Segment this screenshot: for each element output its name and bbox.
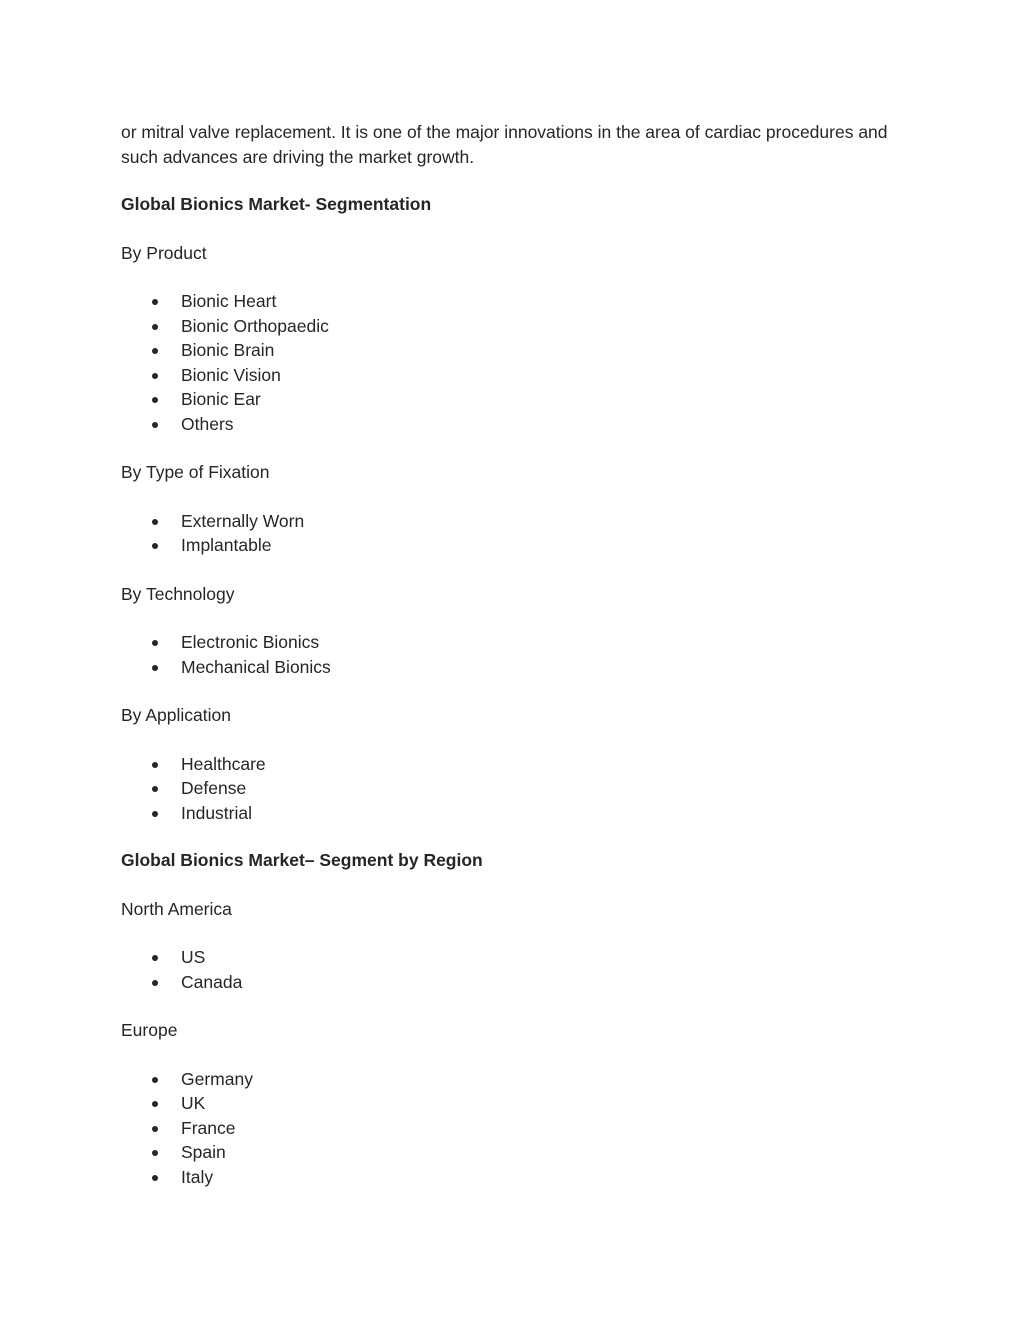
list-item-text: Mechanical Bionics [181,656,331,677]
list-item-text: Healthcare [181,753,266,774]
list-item [121,289,921,314]
by-fixation-list [121,509,921,558]
list-item [121,314,921,339]
list-item [121,363,921,388]
list-item [121,387,921,412]
bullet-icon [152,640,158,646]
list-item-text: Defense [181,778,247,798]
by-application-label: By Application [121,705,231,725]
intro-paragraph: or mitral valve replacement. It is one of the major innovations in the area of cardiac procedures and such advances are driving the market growth. [121,122,888,167]
bullet-icon [152,980,158,986]
bullet-icon [152,299,158,305]
by-fixation-label: By Type of Fixation [121,462,270,482]
bullet-icon [152,1126,158,1132]
bullet-icon [152,786,158,792]
list-item [121,970,921,995]
list-item [121,533,921,558]
list-item-text: Others [181,413,234,434]
list-item [121,1165,921,1190]
list-item [121,338,921,363]
bullet-icon [152,373,158,379]
list-item-text: Bionic Ear [181,389,261,409]
list-item-text: Italy [181,1166,214,1187]
bullet-icon [152,762,158,768]
list-item [121,776,921,801]
list-item-text: Bionic Orthopaedic [181,315,329,336]
north-america-list [121,945,921,994]
list-item [121,1116,921,1141]
list-item [121,412,921,437]
list-item [121,1091,921,1116]
by-technology-label: By Technology [121,583,235,604]
list-item [121,752,921,777]
by-product-list [121,289,921,436]
list-item-text: Bionic Vision [181,364,281,385]
list-item-text: France [181,1117,236,1138]
by-application-list [121,752,921,826]
bullet-icon [152,422,158,428]
north-america-label: North America [121,898,232,919]
region-heading: Global Bionics Market– Segment by Region [121,850,483,870]
list-item-text: UK [181,1093,206,1113]
list-item-text: Industrial [181,802,253,823]
europe-list [121,1067,921,1190]
segmentation-heading: Global Bionics Market- Segmentation [121,194,432,214]
bullet-icon [152,955,158,961]
bullet-icon [152,397,158,403]
bullet-icon [152,811,158,817]
bullet-icon [152,665,158,671]
list-item-text: Germany [181,1068,253,1089]
list-item [121,1140,921,1165]
list-item [121,630,921,655]
list-item-text: Bionic Heart [181,291,277,311]
list-item-text: Bionic Brain [181,340,275,360]
list-item-text: Spain [181,1142,226,1162]
by-technology-list [121,630,921,679]
document-page [121,120,921,1189]
list-item-text: Electronic Bionics [181,632,320,652]
bullet-icon [152,519,158,525]
list-item [121,655,921,680]
list-item [121,801,921,826]
europe-label: Europe [121,1020,178,1040]
list-item [121,945,921,970]
list-item-text: Implantable [181,535,272,555]
bullet-icon [152,1101,158,1107]
list-item-text: US [181,947,206,967]
bullet-icon [152,348,158,354]
list-item-text: Externally Worn [181,510,305,531]
list-item-text: Canada [181,971,243,992]
bullet-icon [152,324,158,330]
list-item [121,1067,921,1092]
bullet-icon [152,1077,158,1083]
bullet-icon [152,1150,158,1156]
by-product-label: By Product [121,242,207,263]
bullet-icon [152,543,158,549]
bullet-icon [152,1175,158,1181]
list-item [121,509,921,534]
